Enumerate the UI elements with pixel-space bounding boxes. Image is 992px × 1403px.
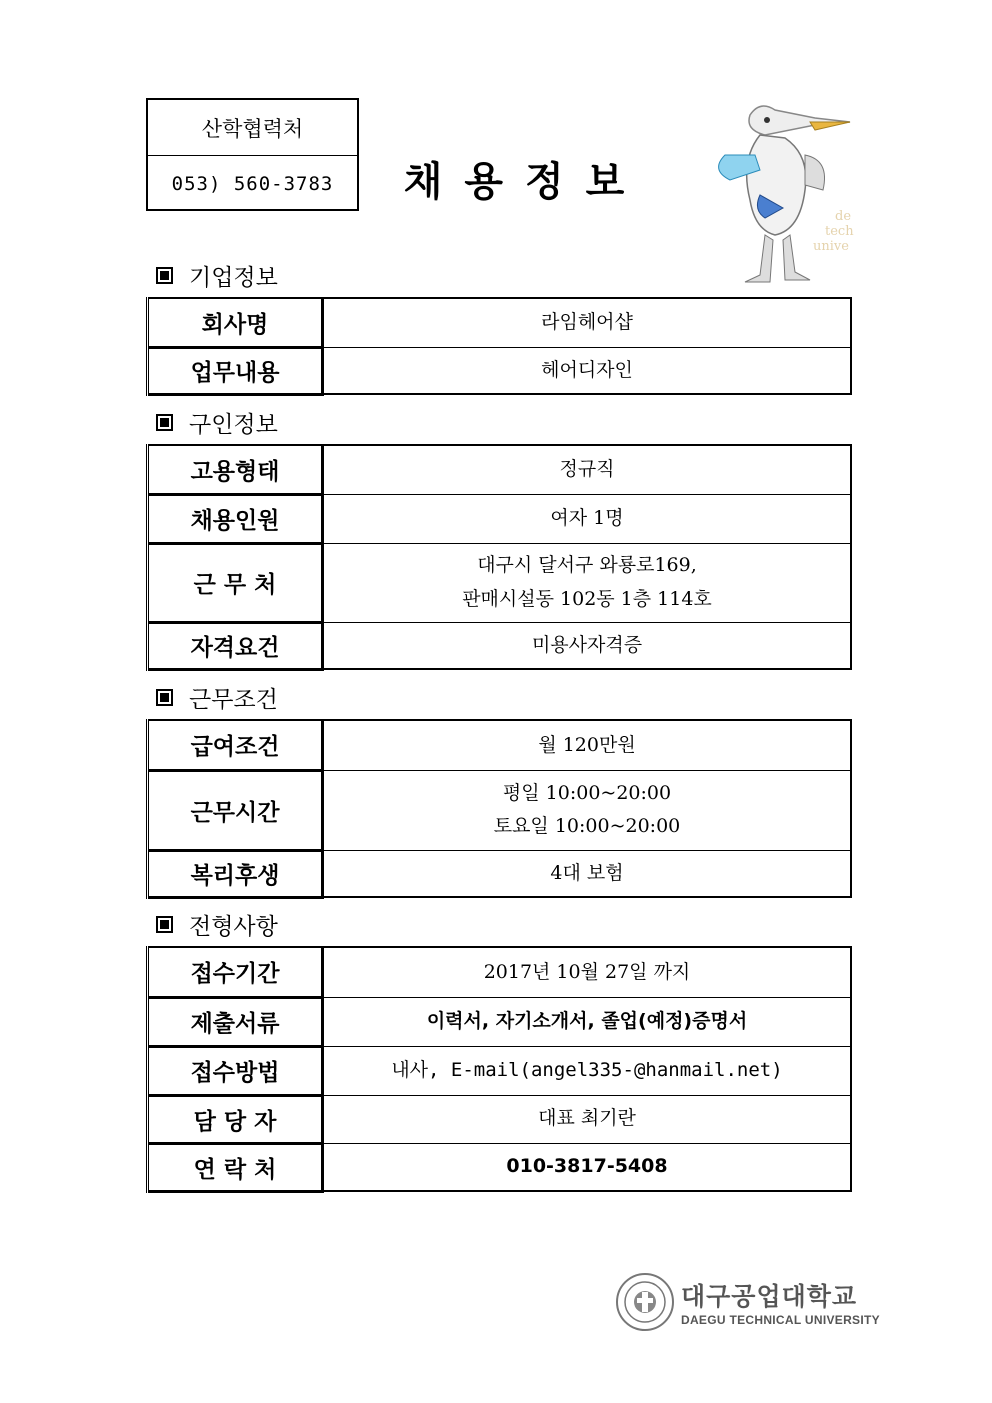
row-label: 근 무 처 — [148, 543, 323, 622]
square-bullet-icon — [156, 267, 173, 284]
table-row — [148, 1095, 852, 1143]
section-heading-conditions — [156, 681, 278, 714]
section-heading-text: 기업정보 — [189, 265, 278, 291]
value-line: 토요일 10:00~20:00 — [493, 815, 681, 837]
contact-phone: 053) 560-3783 — [171, 172, 334, 195]
conditions-table — [146, 719, 852, 899]
table-row — [148, 347, 852, 394]
row-label: 회사명 — [148, 298, 323, 347]
row-value: 010-3817-5408 — [323, 1143, 852, 1191]
watermark-text-2: tech — [825, 224, 854, 239]
value-line: 대구시 달서구 와룡로169, — [477, 554, 697, 577]
university-name-en: DAEGU TECHNICAL UNIVERSITY — [681, 1313, 880, 1327]
university-name-ko: 대구공업대학교 — [681, 1282, 858, 1311]
row-label: 접수방법 — [148, 1046, 323, 1095]
section-heading-recruit — [156, 406, 278, 439]
row-value: 미용사자격증 — [323, 622, 852, 669]
university-logo — [615, 1272, 880, 1332]
contact-box — [146, 98, 359, 211]
table-row — [148, 494, 852, 543]
table-row — [148, 1046, 852, 1095]
section-heading-text: 근무조건 — [189, 687, 278, 713]
row-value: 여자 1명 — [323, 494, 852, 543]
row-label: 복리후생 — [148, 850, 323, 897]
screening-table — [146, 946, 852, 1193]
row-value: 월 120만원 — [323, 720, 852, 770]
mascot-illustration — [705, 100, 855, 290]
section-heading-text: 전형사항 — [189, 914, 278, 940]
table-row — [148, 997, 852, 1046]
row-label: 접수기간 — [148, 947, 323, 997]
row-value: 내사, E-mail(angel335-@hanmail.net) — [323, 1046, 852, 1095]
watermark-text-1: de — [835, 209, 852, 224]
square-bullet-icon — [156, 414, 173, 431]
row-value: 라임헤어샵 — [323, 298, 852, 347]
row-value: 이력서, 자기소개서, 졸업(예정)증명서 — [323, 997, 852, 1046]
section-heading-company — [156, 259, 278, 292]
contact-dept-label: 산학협력처 — [148, 100, 357, 156]
value-line: 평일 10:00~20:00 — [502, 781, 672, 804]
section-heading-screening — [156, 908, 278, 941]
square-bullet-icon — [156, 689, 173, 706]
row-value: 헤어디자인 — [323, 347, 852, 394]
watermark-text-3: unive — [813, 239, 849, 254]
row-value: 4대 보험 — [323, 850, 852, 897]
row-label: 자격요건 — [148, 622, 323, 669]
table-row — [148, 622, 852, 669]
square-bullet-icon — [156, 916, 173, 933]
table-row — [148, 850, 852, 897]
row-label: 근무시간 — [148, 770, 323, 850]
university-seal-icon — [615, 1272, 675, 1332]
row-value — [323, 770, 852, 850]
table-row — [148, 770, 852, 850]
company-info-table — [146, 297, 852, 396]
table-row — [148, 1143, 852, 1191]
row-value — [323, 543, 852, 622]
table-row — [148, 720, 852, 770]
row-label: 담 당 자 — [148, 1095, 323, 1143]
table-row — [148, 543, 852, 622]
table-row — [148, 445, 852, 494]
row-value: 정규직 — [323, 445, 852, 494]
row-label: 채용인원 — [148, 494, 323, 543]
row-label: 급여조건 — [148, 720, 323, 770]
row-value: 2017년 10월 27일 까지 — [323, 947, 852, 997]
section-heading-text: 구인정보 — [189, 412, 278, 438]
page-title: 채용정보 — [403, 159, 647, 205]
row-label: 고용형태 — [148, 445, 323, 494]
row-label: 업무내용 — [148, 347, 323, 394]
row-value: 대표 최기란 — [323, 1095, 852, 1143]
table-row — [148, 298, 852, 347]
row-label: 연 락 처 — [148, 1143, 323, 1191]
value-line: 판매시설동 102동 1층 114호 — [462, 587, 712, 610]
row-label: 제출서류 — [148, 997, 323, 1046]
table-row — [148, 947, 852, 997]
recruit-info-table — [146, 444, 852, 671]
